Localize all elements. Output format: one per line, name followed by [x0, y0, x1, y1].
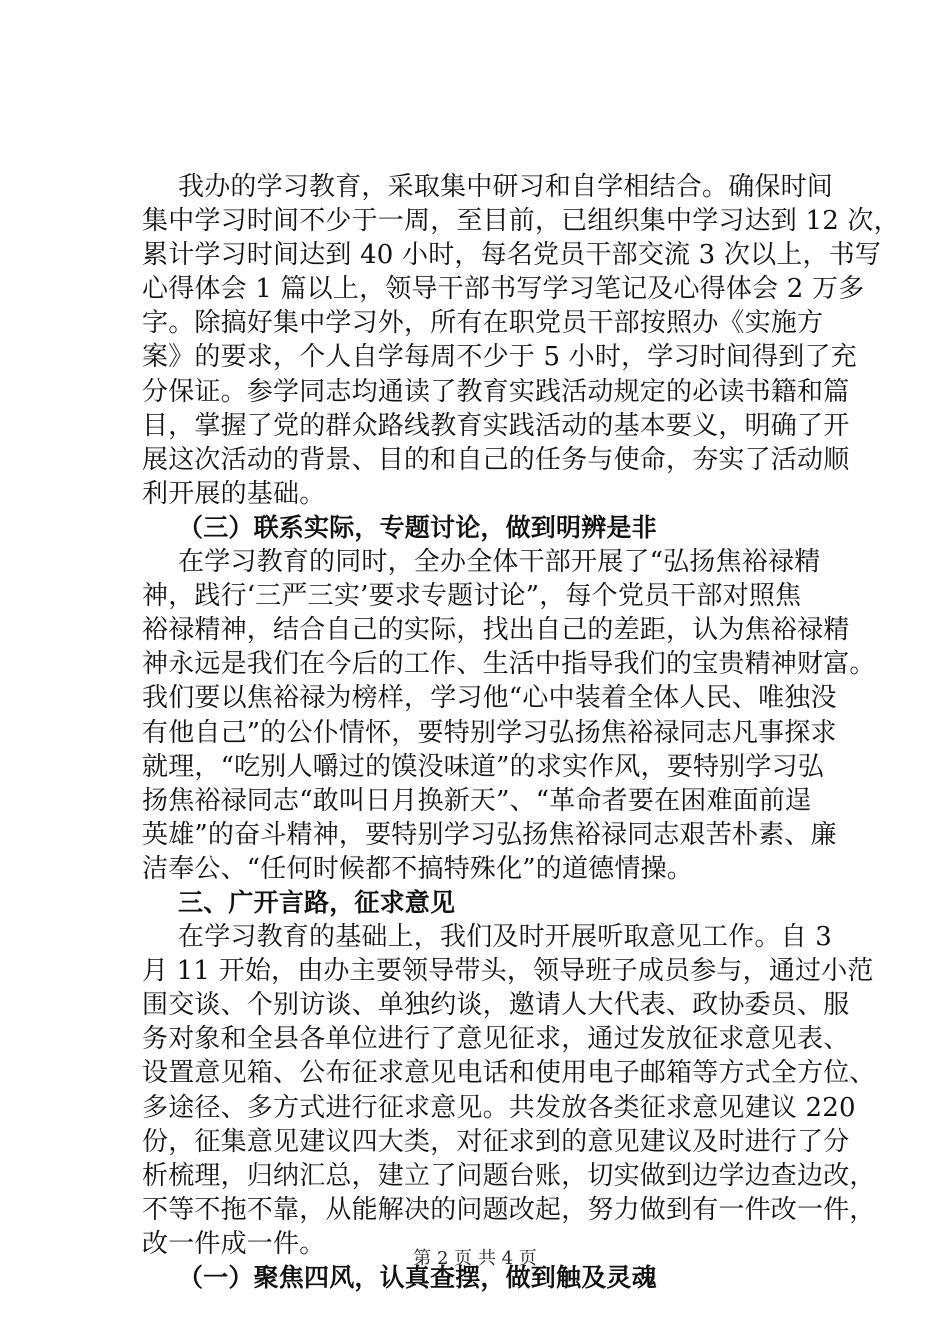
paragraph-line: 字。除搞好集中学习外，所有在职党员干部按照办《实施方: [142, 308, 824, 339]
section-heading-1: （一）聚焦四风，认真查摆，做到触及灵魂: [178, 1263, 657, 1292]
document-body: [142, 170, 900, 1295]
paragraph-line: 改一件成一件。: [142, 1228, 326, 1259]
paragraph-line: 设置意见箱、公布征求意见电话和使用电子邮箱等方式全方位、: [142, 1058, 876, 1089]
paragraph-line: 在学习教育的同时，全办全体干部开展了“弘扬焦裕禄精: [178, 547, 821, 578]
paragraph-line: 析梳理，归纳汇总，建立了问题台账，切实做到边学边查边改，: [142, 1160, 876, 1191]
paragraph-line: 案》的要求，个人自学每周不少于 5 小时，学习时间得到了充: [142, 342, 857, 373]
paragraph-line: 分保证。参学同志均通读了教育实践活动规定的必读书籍和篇: [142, 376, 850, 407]
paragraph-line: 务对象和全县各单位进行了意见征求，通过发放征求意见表、: [142, 1024, 850, 1055]
paragraph-line: 洁奉公、“任何时候都不搞特殊化”的道德情操。: [142, 853, 693, 884]
paragraph-line: 在学习教育的基础上，我们及时开展听取意见工作。自 3: [178, 922, 833, 953]
paragraph-line: 月 11 开始，由办主要领导带头，领导班子成员参与，通过小范: [142, 956, 874, 987]
paragraph-line: 展这次活动的背景、目的和自己的任务与使命，夯实了活动顺: [142, 444, 850, 475]
paragraph-line: 多途径、多方式进行征求意见。共发放各类征求意见建议 220: [142, 1092, 856, 1123]
paragraph-line: 累计学习时间达到 40 小时，每名党员干部交流 3 次以上，书写: [142, 240, 882, 271]
paragraph-line: 神永远是我们在今后的工作、生活中指导我们的宝贵精神财富。: [142, 649, 876, 680]
paragraph-line: 就理，“吃别人嚼过的馍没味道”的求实作风，要特别学习弘: [142, 751, 824, 782]
paragraph-line: 神，践行‘三严三实’要求专题讨论”，每个党员干部对照焦: [142, 581, 802, 612]
paragraph-line: 心得体会 1 篇以上，领导干部书写学习笔记及心得体会 2 万多: [142, 274, 865, 305]
section-heading-main: 三、广开言路，征求意见: [178, 887, 456, 917]
page-footer: 第 2 页 共 4 页: [413, 1248, 537, 1269]
paragraph-line: 裕禄精神，结合自己的实际，找出自己的差距，认为焦裕禄精: [142, 615, 850, 646]
section-heading-3: （三）联系实际，专题讨论，做到明辨是非: [178, 512, 657, 542]
paragraph-line: 利开展的基础。: [142, 478, 326, 509]
paragraph-line: 英雄”的奋斗精神，要特别学习弘扬焦裕禄同志艰苦朴素、廉: [142, 819, 837, 850]
paragraph-line: 我办的学习教育，采取集中研习和自学相结合。确保时间: [178, 172, 834, 202]
paragraph-line: 有他自己”的公仆情怀，要特别学习弘扬焦裕禄同志凡事探求: [142, 717, 837, 748]
paragraph-line: 份，征集意见建议四大类，对征求到的意见建议及时进行了分: [142, 1126, 850, 1157]
paragraph-line: 扬焦裕禄同志“敢叫日月换新天”、“革命者要在困难面前逞: [142, 785, 812, 816]
paragraph-line: 目，掌握了党的群众路线教育实践活动的基本要义，明确了开: [142, 410, 850, 441]
paragraph-line: 我们要以焦裕禄为榜样，学习他“心中装着全体人民、唯独没: [142, 683, 837, 714]
paragraph-line: 围交谈、个别访谈、单独约谈，邀请人大代表、政协委员、服: [142, 990, 850, 1021]
paragraph-line: 不等不拖不靠，从能解决的问题改起，努力做到有一件改一件，: [142, 1194, 876, 1225]
paragraph-line: 集中学习时间不少于一周，至目前，已组织集中学习达到 12 次，: [142, 206, 900, 237]
